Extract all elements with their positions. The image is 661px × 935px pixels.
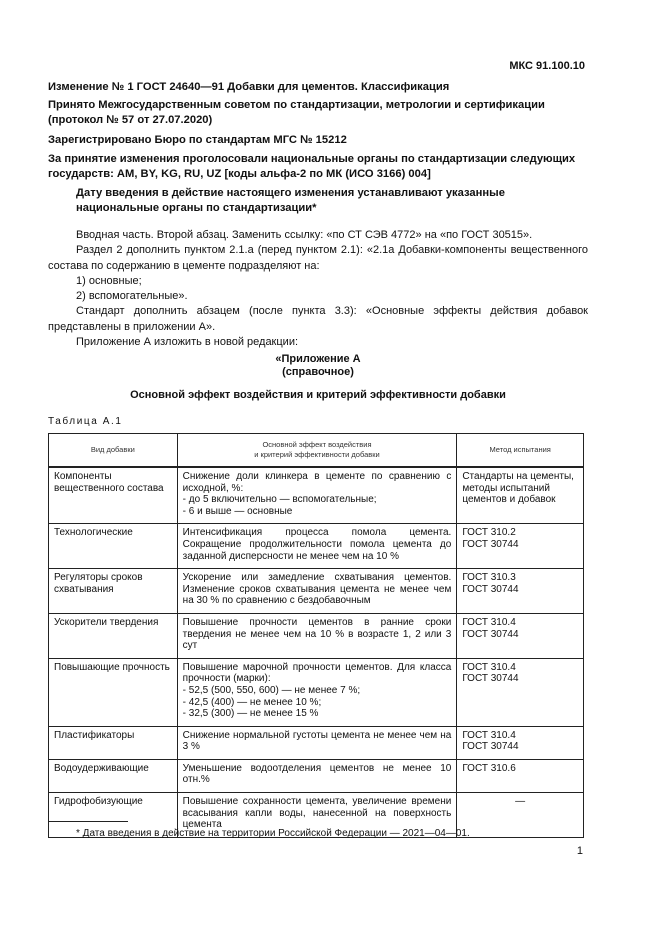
list-item-auxiliary: 2) вспомогательные». (76, 290, 188, 303)
table-row (49, 613, 584, 658)
table-row (49, 569, 584, 614)
cell-method: ГОСТ 310.4 ГОСТ 30744 (457, 658, 584, 726)
cell-type: Гидрофобизующие (49, 793, 178, 838)
accepted-statement: Принято Межгосударственным советом по стандартизации, метрологии и сертификации (протокол № 57 от 27.07.2020) (48, 99, 545, 126)
header-effect: Основной эффект воздействия и критерий эффективности добавки (177, 434, 457, 468)
cell-effect: Повышение сохранности цемента, увеличение времени всасывания капли воды, нанесенной на поверхность цемента (177, 793, 457, 838)
cell-method: ГОСТ 310.6 (457, 759, 584, 792)
registration-statement: Зарегистрировано Бюро по стандартам МГС № 15212 (48, 134, 347, 146)
cell-effect: Повышение марочной прочности цементов. Для класса прочности (марки): - 52,5 (500, 550, 600) — не менее 7 %; - 42,5 (400) — не менее 10 %; - 32,5 (300) — не менее 15 % (177, 658, 457, 726)
cell-effect: Снижение нормальной густоты цемента не менее чем на 3 % (177, 726, 457, 759)
cell-effect: Интенсификация процесса помола цемента. Сокращение продолжительности помола цемента до заданной дисперсности не менее чем на 10 % (177, 524, 457, 569)
cell-type: Технологические (49, 524, 178, 569)
paragraph-standard: Стандарт дополнить абзацем (после пункта 3.3): «Основные эффекты действия добавок представлены в приложении А». (48, 305, 588, 333)
paragraph-section2: Раздел 2 дополнить пунктом 2.1.а (перед пунктом 2.1): «2.1а Добавки-компоненты вещественного состава по содержанию в цементе подразделяют на: (48, 244, 588, 272)
cell-type: Регуляторы сроков схватывания (49, 569, 178, 614)
cell-type: Пластификаторы (49, 726, 178, 759)
cell-method: ГОСТ 310.2 ГОСТ 30744 (457, 524, 584, 569)
footnote: * Дата введения в действие на территории Российской Федерации — 2021—04—01. (76, 828, 470, 839)
list-item-main: 1) основные; (76, 274, 142, 287)
table-header-row (49, 434, 584, 468)
change-title: Изменение № 1 ГОСТ 24640—91 Добавки для цементов. Классификация (48, 81, 450, 93)
cell-type: Ускорители твердения (49, 613, 178, 658)
table-row (49, 524, 584, 569)
table-row (49, 759, 584, 792)
cell-effect: Уменьшение водоотделения цементов не менее 10 отн.% (177, 759, 457, 792)
table-title: Основной эффект воздействия и критерий эффективности добавки (130, 389, 506, 401)
cell-method: Стандарты на цементы, методы испытаний цементов и добавок (457, 467, 584, 524)
appendix-heading (48, 353, 588, 379)
page-number: 1 (576, 845, 583, 857)
header-method: Метод испытания (457, 434, 584, 468)
cell-method: — (457, 793, 584, 838)
cell-effect: Снижение доли клинкера в цементе по сравнению с исходной, %: - до 5 включительно — вспомогательные; - 6 и выше — основные (177, 467, 457, 524)
body-text (48, 228, 588, 350)
paragraph-appendix: Приложение А изложить в новой редакции: (76, 336, 299, 349)
appendix-title: «Приложение А (275, 353, 361, 365)
appendix-subtitle: (справочное) (282, 366, 354, 378)
voting-statement: За принятие изменения проголосовали национальные органы по стандартизации следующих государств: AM, BY, KG, RU, UZ [коды альфа-2 по МК (ИСО 3166) 004] (48, 153, 576, 180)
paragraph-intro: Вводная часть. Второй абзац. Заменить ссылку: «по СТ СЭВ 4772» на «по ГОСТ 30515». (76, 229, 533, 241)
table-caption: Таблица А.1 (48, 416, 123, 427)
table-row (49, 467, 584, 524)
table-row (49, 726, 584, 759)
footnote-divider (48, 821, 128, 822)
cell-effect: Ускорение или замедление схватывания цементов. Изменение сроков схватывания цемента не менее чем на 30 % по сравнению с бездобавочным (177, 569, 457, 614)
classification-code: МКС 91.100.10 (509, 60, 585, 72)
cell-method: ГОСТ 310.4 ГОСТ 30744 (457, 726, 584, 759)
table-row (49, 658, 584, 726)
cell-type: Водоудерживающие (49, 759, 178, 792)
additives-table (48, 433, 584, 838)
cell-effect: Повышение прочности цементов в ранние сроки твердения не менее чем на 10 % в возрасте 1, 2 или 3 сут (177, 613, 457, 658)
cell-type: Компоненты вещественного состава (49, 467, 178, 524)
header-type: Вид добавки (49, 434, 178, 468)
cell-method: ГОСТ 310.3 ГОСТ 30744 (457, 569, 584, 614)
introduction-date-statement: Дату введения в действие настоящего изменения устанавливают указанные национальные органы по стандартизации* (76, 187, 505, 214)
cell-type: Повышающие прочность (49, 658, 178, 726)
cell-method: ГОСТ 310.4 ГОСТ 30744 (457, 613, 584, 658)
